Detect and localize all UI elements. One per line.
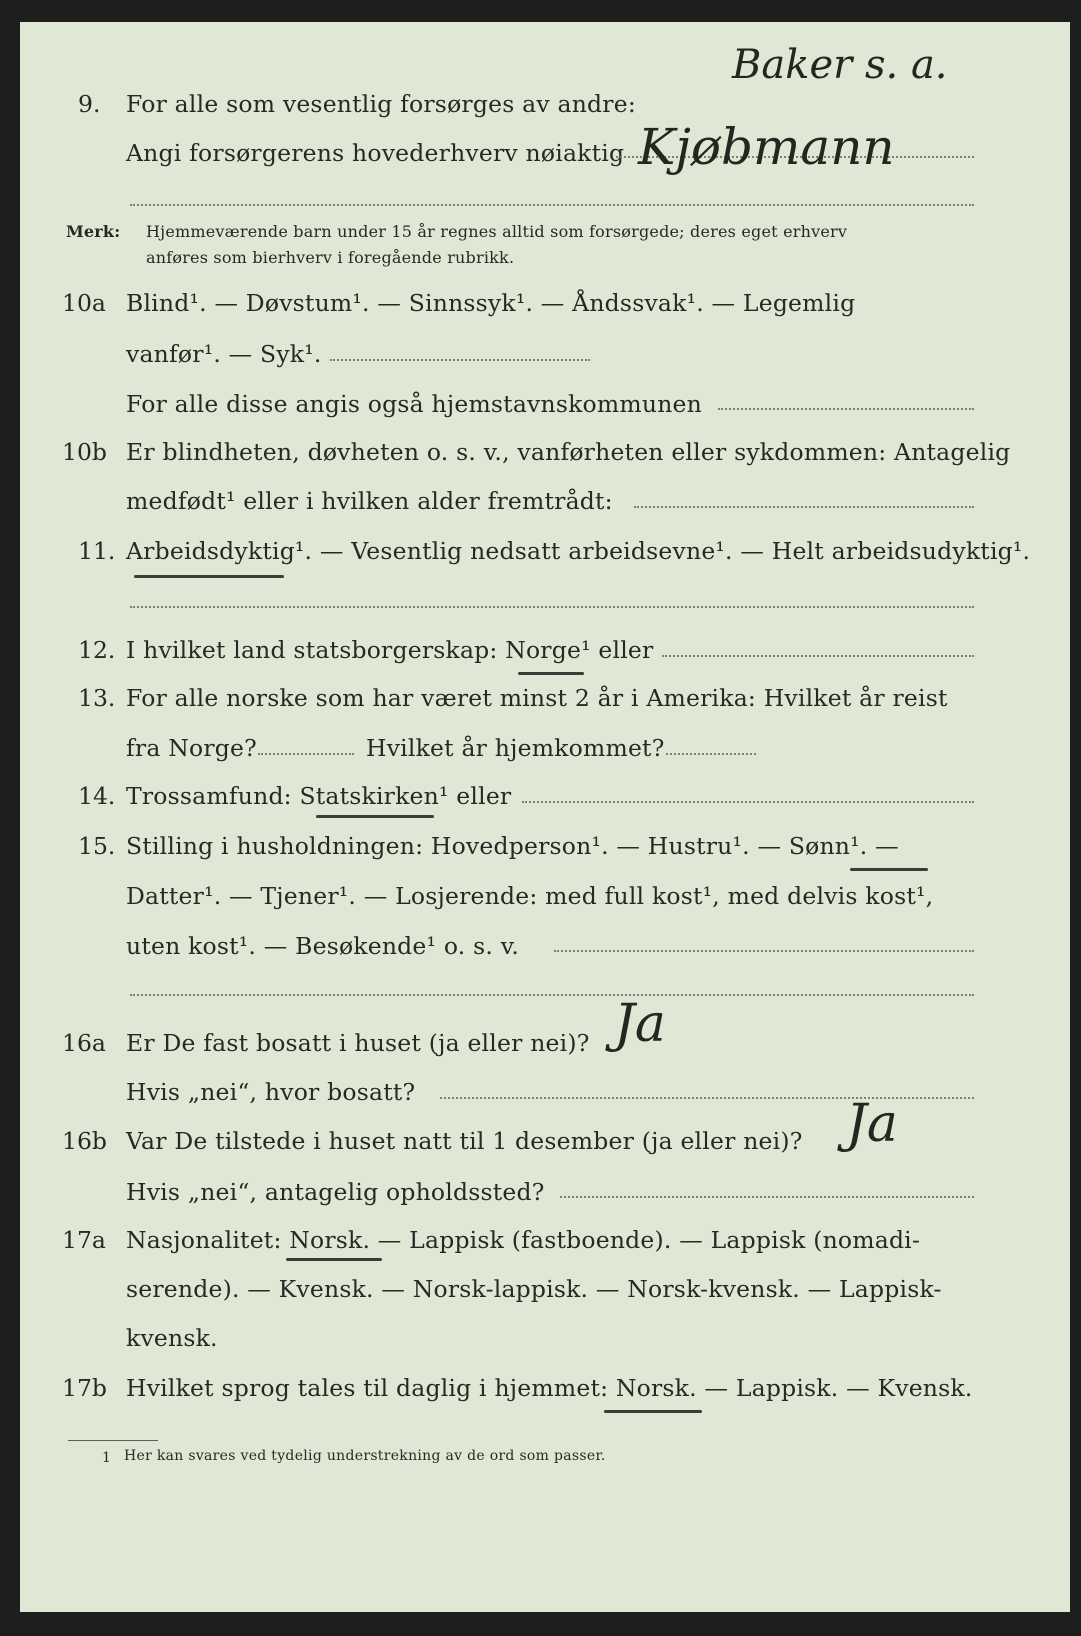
q14-line1: Trossamfund: Statskirken¹ eller [126,782,512,810]
q17b-number: 17b [62,1374,107,1402]
q9-extra-line [130,204,974,206]
q13-reist-answer [258,753,354,755]
merk-line1: Hjemmeværende barn under 15 år regnes alltid som forsørgede; deres eget erhverv [146,222,848,241]
q17a-line1: Nasjonalitet: Norsk. — Lappisk (fastboende). — Lappisk (nomadi- [126,1226,921,1254]
q11-number: 11. [78,537,116,565]
q10b-line2: medfødt¹ eller i hvilken alder fremtrådt: [126,487,613,515]
q10a-line2: vanfør¹. — Syk¹. [126,340,322,368]
q16b-line2: Hvis „nei“, antagelig opholdssted? [126,1178,545,1206]
q12-line1: I hvilket land statsborgerskap: Norge¹ eller [126,636,654,664]
q13-line2b: Hvilket år hjemkommet? [366,734,665,762]
q9-number: 9. [78,90,101,118]
q10b-line1: Er blindheten, døvheten o. s. v., vanførheten eller sykdommen: Antagelig [126,438,1011,466]
q16b-line1: Var De tilstede i huset natt til 1 desember (ja eller nei)? [126,1127,803,1155]
q16a-handwritten-answer: Ja [614,994,666,1054]
q16a-number: 16a [62,1029,106,1057]
q17a-line2: serende). — Kvensk. — Norsk-lappisk. — Norsk-kvensk. — Lappisk- [126,1275,942,1303]
q13-number: 13. [78,684,116,712]
q11-line1: Arbeidsdyktig¹. — Vesentlig nedsatt arbeidsevne¹. — Helt arbeidsudyktig¹. [126,537,1031,565]
q17a-number: 17a [62,1226,106,1254]
q17b-underline-norsk [604,1410,702,1413]
q11-underline-arbeidsdyktig [134,575,284,578]
q9-line2: Angi forsørgerens hovederhverv nøiaktig [126,139,625,167]
q15-extra-line [130,994,974,996]
q13-hjemkommet-answer [666,753,756,755]
q17a-line3: kvensk. [126,1324,218,1352]
q15-underline-sonn [850,868,928,871]
q10a-line2-answer [330,359,590,361]
q10a-line1: Blind¹. — Døvstum¹. — Sinnssyk¹. — Åndssvak¹. — Legemlig [126,289,856,317]
merk-label: Merk: [66,222,121,241]
footnote-text: Her kan svares ved tydelig understrekning av de ord som passer. [124,1448,606,1464]
q16b-number: 16b [62,1127,107,1155]
merk-line2: anføres som bierhverv i foregående rubrikk. [146,248,515,267]
q16a-line2: Hvis „nei“, hvor bosatt? [126,1078,416,1106]
q13-line1: For alle norske som har været minst 2 år i Amerika: Hvilket år reist [126,684,948,712]
q10a-line3-answer [718,408,974,410]
q12-underline-norge [518,672,584,675]
q15-number: 15. [78,832,116,860]
q17b-line1: Hvilket sprog tales til daglig i hjemmet: Norsk. — Lappisk. — Kvensk. [126,1374,973,1402]
q16b-handwritten-answer: Ja [846,1094,898,1154]
q15-line3: uten kost¹. — Besøkende¹ o. s. v. [126,932,520,960]
q14-number: 14. [78,782,116,810]
q10b-answer-line [634,506,974,508]
footnote-mark: 1 [102,1450,112,1466]
q9-line1: For alle som vesentlig forsørges av andre: [126,90,636,118]
q10b-number: 10b [62,438,107,466]
q16a-line1: Er De fast bosatt i huset (ja eller nei)? [126,1029,590,1057]
q15-answer-line [554,950,974,952]
q9-handwritten-answer: Kjøbmann [638,118,895,176]
q15-line2: Datter¹. — Tjener¹. — Losjerende: med full kost¹, med delvis kost¹, [126,882,934,910]
q10a-number: 10a [62,289,106,317]
q16b-answer-line [560,1196,974,1198]
q12-number: 12. [78,636,116,664]
q14-underline-statskirken [316,815,434,818]
q17a-underline-norsk [286,1258,382,1261]
q10a-line3: For alle disse angis også hjemstavnskommunen [126,390,702,418]
q11-answer-line [130,606,974,608]
q15-line1: Stilling i husholdningen: Hovedperson¹. — Hustru¹. — Sønn¹. — [126,832,899,860]
q12-answer-line [662,655,974,657]
census-form-page [20,22,1070,1612]
q13-line2a: fra Norge? [126,734,257,762]
handwritten-corner-note: Baker s. a. [732,42,948,88]
q14-answer-line [522,801,974,803]
footnote-rule [68,1440,158,1441]
